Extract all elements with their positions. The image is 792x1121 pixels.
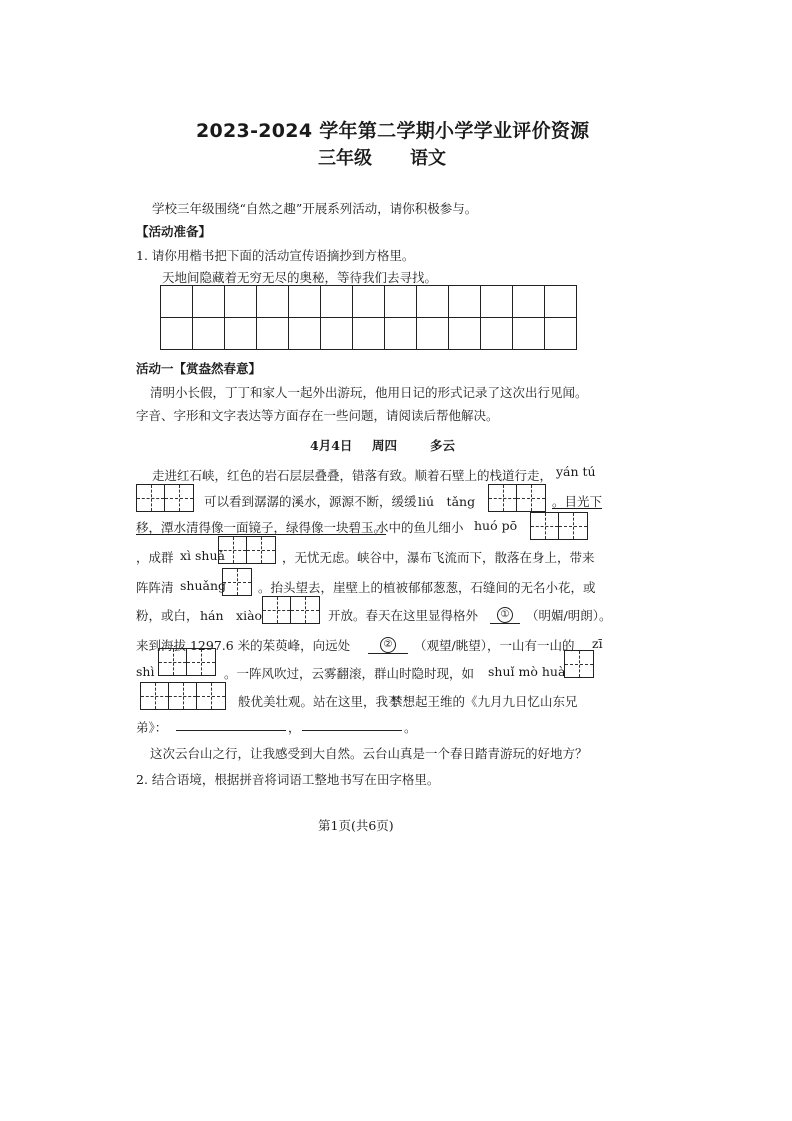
blank-1[interactable] [490,605,520,624]
diary-line-10a: 弟》： [136,720,168,735]
poem-blank-2[interactable] [302,730,402,731]
diary-line-10b: ， [288,720,301,735]
diary-line-5a: 阵阵清 [136,580,174,595]
copy-grid[interactable] [160,285,577,350]
diary-line-9b: 禁想起王维的《九月九日忆山东兄 [390,694,578,709]
tianzi-box-yantu[interactable] [136,484,194,512]
tianzi-box-hanxiao[interactable] [262,596,320,624]
activity-1-paragraph-1: 清明小长假，丁丁和家人一起外出游玩，他用日记的形式记录了这次出行见闻。 [150,385,588,400]
section-activity-1: 活动一【赏盎然春意】 [136,361,262,376]
pinyin-shi: shì [136,664,155,679]
tianzi-box-huopo[interactable] [530,512,588,540]
pinyin-huopo: huó pō [474,518,518,533]
page-title: 2023-2024 学年第二学期小学学业评价资源 [196,120,590,142]
diary-line-9a: 般优美壮观。站在这里，我不 [238,694,401,709]
marker-2: ② [380,637,396,653]
diary-line-2b: 。目光下 [552,494,603,509]
tianzi-box-shuimohua-1[interactable] [564,650,594,678]
diary-line-6b: 开放。春天在这里显得格外 [328,608,479,623]
blank-2[interactable] [368,635,408,654]
diary-line-8a: 。一阵风吹过，云雾翻滚，群山时隐时现，如 [224,666,475,681]
tianzi-box-xishua[interactable] [218,536,276,564]
tianzi-box-liutang[interactable] [488,484,546,512]
diary-line-4a: ，成群 [136,550,174,565]
question-1: 1. 请你用楷书把下面的活动宣传语摘抄到方格里。 [136,248,415,263]
section-prep: 【活动准备】 [136,224,212,239]
diary-weather: 多云 [430,438,456,453]
diary-line-3b: 水中的鱼儿细小 [376,520,464,535]
tianzi-box-zishi[interactable] [158,648,216,676]
poem-blank-1[interactable] [176,730,286,731]
slogan-text: 天地间隐藏着无穷无尽的奥秘，等待我们去寻找。 [162,270,438,285]
diary-line-6a: 粉，或白， [136,608,199,623]
pinyin-xishua: xì shuǎ [180,548,225,563]
diary-line-1: 走进红石峡，红色的岩石层层叠叠，错落有致。顺着石壁上的栈道行走， [152,468,553,483]
diary-line-2a: 可以看到潺潺的溪水，源源不断，缓缓 [204,494,417,509]
activity-1-paragraph-2: 字音、字形和文字表达等方面存在一些问题，请阅读后帮他解决。 [136,408,499,423]
intro-text: 学校三年级围绕“自然之趣”开展系列活动，请你积极参与。 [152,201,478,216]
pinyin-liutang: liú tǎng [418,494,476,509]
subject-label: 语文 [410,148,446,169]
marker-1: ① [497,607,513,623]
option-2: （观望/眺望），一山有一山的 [414,638,575,653]
diary-line-7a: 来到海拔 1297.6 米的茱萸峰，向远处 [136,638,351,653]
diary-line-11: 这次云台山之行，让我感受到大自然。云台山真是一个春日踏青游玩的好地方？ [150,746,588,761]
grade-label: 三年级 [318,148,372,169]
pinyin-shuimohua: shuǐ mò huà [488,664,566,679]
diary-date: 4月4日 [310,438,353,453]
diary-line-4b: ，无忧无虑。峡谷中，瀑布飞流而下，散落在身上，带来 [282,550,595,565]
pinyin-hanxiao: hán xiào [200,608,263,623]
diary-line-5b: 。抬头望去，崖壁上的植被郁郁葱葱，石缝间的无名小花，或 [258,580,596,595]
pinyin-yantu: yán tú [556,464,596,479]
pinyin-zi: zī [592,636,603,651]
pinyin-shuang: shuǎng [180,578,227,593]
diary-line-10c: 。 [404,720,417,735]
tianzi-box-shuimohua-2[interactable] [140,682,226,710]
diary-weekday: 周四 [372,438,398,453]
tianzi-box-shuang[interactable] [222,568,252,596]
option-1: （明媚/明朗）。 [526,608,612,623]
page-footer: 第1页(共6页) [318,818,394,833]
diary-line-3a: 移，潭水清得像一面镜子，绿得像一块碧玉。 [136,520,387,535]
question-2: 2. 结合语境，根据拼音将词语工整地书写在田字格里。 [136,772,440,787]
